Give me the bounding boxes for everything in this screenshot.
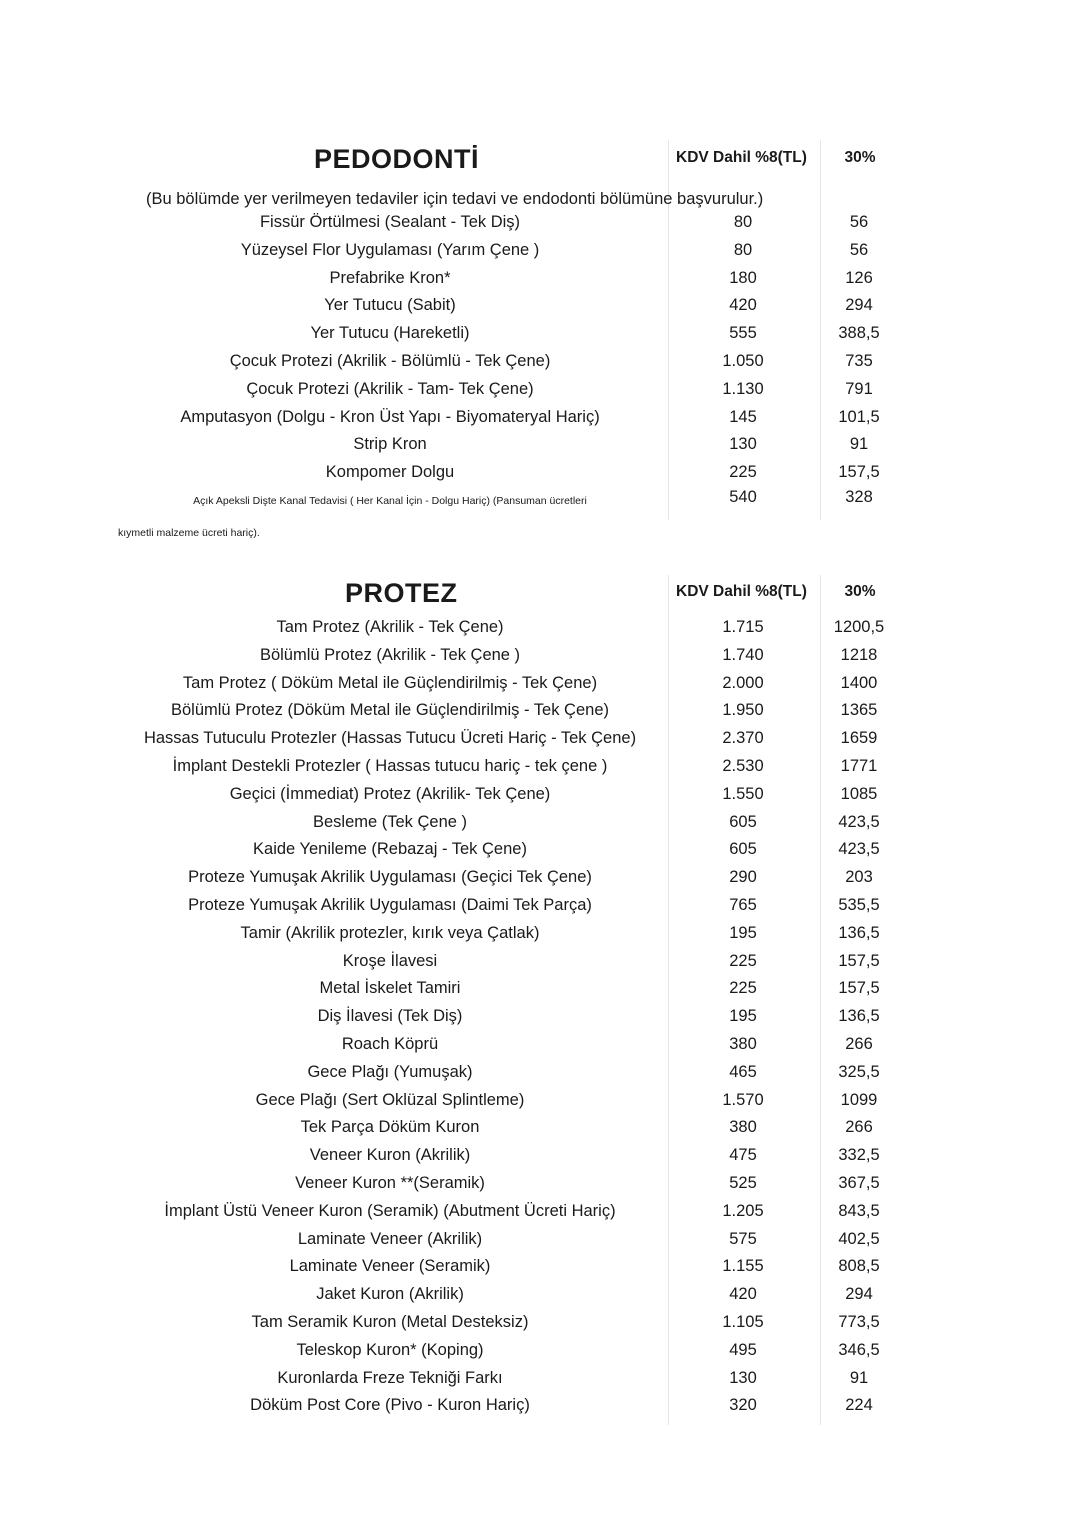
price-kdv: 80 [733, 213, 753, 231]
price-percent: 136,5 [838, 1007, 880, 1026]
price-percent: 266 [845, 1118, 873, 1137]
price-percent: 1365 [840, 701, 878, 720]
treatment-name: Veneer Kuron **(Seramik) [295, 1174, 485, 1192]
table-row [0, 352, 1080, 380]
price-kdv: 1.950 [722, 701, 764, 720]
treatment-name: Döküm Post Core (Pivo - Kuron Hariç) [250, 1396, 530, 1415]
price-percent: 136,5 [838, 923, 880, 942]
table-row [0, 674, 1080, 702]
price-percent: 157,5 [838, 463, 880, 482]
treatment-name: Çocuk Protezi (Akrilik - Bölümlü - Tek Çene) [229, 352, 551, 370]
price-percent: 157,5 [838, 979, 880, 998]
table-row [0, 1202, 1080, 1230]
treatment-name: Tek Parça Döküm Kuron [300, 1118, 480, 1137]
price-kdv: 1.155 [722, 1257, 764, 1276]
treatment-name: Strip Kron [353, 435, 427, 454]
treatment-name: Kompomer Dolgu [325, 463, 455, 482]
section-title: PROTEZ [345, 578, 458, 608]
price-percent: 56 [849, 240, 869, 259]
price-percent: 367,5 [838, 1174, 880, 1192]
price-percent: 843,5 [838, 1201, 880, 1220]
treatment-name: İmplant Destekli Protezler ( Hassas tutucu hariç - tek çene ) [172, 757, 608, 775]
kdv-column-header: KDV Dahil %8(TL) [676, 583, 807, 600]
table-row [0, 1063, 1080, 1091]
price-kdv: 1.130 [722, 379, 764, 398]
table-row [0, 1146, 1080, 1174]
price-percent: 157,5 [838, 951, 880, 970]
price-percent: 101,5 [838, 407, 880, 426]
table-row [0, 1230, 1080, 1258]
treatment-name: Bölümlü Protez (Döküm Metal ile Güçlendirilmiş - Tek Çene) [170, 701, 609, 720]
table-row [0, 408, 1080, 436]
table-row [0, 296, 1080, 324]
price-percent: 294 [845, 296, 873, 315]
treatment-name: Gece Plağı (Sert Oklüzal Splintleme) [255, 1090, 525, 1109]
price-percent: 1659 [840, 729, 878, 748]
table-row [0, 868, 1080, 896]
price-kdv: 180 [729, 268, 757, 287]
price-kdv: 2.370 [722, 729, 764, 748]
table-row [0, 1396, 1080, 1424]
table-row [0, 701, 1080, 729]
table-row [0, 1257, 1080, 1285]
table-row [0, 979, 1080, 1007]
table-row [0, 241, 1080, 269]
treatment-name: İmplant Üstü Veneer Kuron (Seramik) (Abutment Ücreti Hariç) [164, 1201, 616, 1220]
table-row [0, 1007, 1080, 1035]
price-kdv: 320 [729, 1396, 757, 1415]
treatment-name: Geçici (İmmediat) Protez (Akrilik- Tek Çene) [229, 784, 551, 803]
price-percent: 1099 [840, 1090, 878, 1109]
price-kdv: 2.530 [722, 757, 764, 775]
price-percent: 773,5 [838, 1313, 880, 1331]
price-kdv: 1.715 [722, 618, 764, 636]
treatment-name: Besleme (Tek Çene ) [312, 812, 468, 831]
treatment-name: Açık Apeksli Dişte Kanal Tedavisi ( Her Kanal İçin - Dolgu Hariç) (Pansuman ücretleri [193, 495, 587, 507]
price-kdv: 420 [729, 1285, 757, 1304]
table-row [0, 324, 1080, 352]
table-row [0, 952, 1080, 980]
treatment-name-continued: kıymetli malzeme ücreti hariç). [118, 527, 260, 539]
price-kdv: 495 [729, 1340, 757, 1359]
table-row [0, 1285, 1080, 1313]
price-percent: 346,5 [838, 1340, 880, 1359]
price-percent: 332,5 [838, 1146, 880, 1165]
section-note: (Bu bölümde yer verilmeyen tedaviler için tedavi ve endodonti bölümüne başvurulur.) [146, 190, 764, 208]
treatment-name: Tam Protez ( Döküm Metal ile Güçlendirilmiş - Tek Çene) [182, 673, 598, 692]
treatment-name: Kroşe İlavesi [342, 951, 438, 970]
treatment-name: Proteze Yumuşak Akrilik Uygulaması (Geçici Tek Çene) [188, 868, 592, 887]
treatment-name: Kaide Yenileme (Rebazaj - Tek Çene) [253, 840, 527, 859]
price-kdv: 195 [729, 923, 757, 942]
price-percent: 56 [849, 213, 869, 231]
price-percent: 1771 [840, 757, 878, 775]
table-row [0, 1118, 1080, 1146]
price-kdv: 1.050 [722, 352, 764, 370]
price-kdv: 380 [729, 1035, 757, 1053]
price-percent: 328 [845, 488, 873, 506]
treatment-name: Laminate Veneer (Seramik) [289, 1257, 491, 1276]
table-row [0, 729, 1080, 757]
table-row [0, 840, 1080, 868]
price-kdv: 1.740 [722, 645, 764, 664]
table-row [0, 896, 1080, 924]
treatment-name: Laminate Veneer (Akrilik) [297, 1229, 483, 1248]
treatment-name: Metal İskelet Tamiri [319, 979, 461, 998]
table-row [0, 618, 1080, 646]
price-kdv: 290 [729, 868, 757, 887]
treatment-name: Kuronlarda Freze Tekniği Farkı [277, 1368, 503, 1387]
table-row [0, 269, 1080, 297]
percent-column-header: 30% [844, 149, 876, 166]
price-kdv: 380 [729, 1118, 757, 1137]
table-row [0, 1174, 1080, 1202]
price-kdv: 225 [729, 951, 757, 970]
table-row [0, 813, 1080, 841]
table-row [0, 1091, 1080, 1119]
price-kdv: 225 [729, 979, 757, 998]
treatment-name: Bölümlü Protez (Akrilik - Tek Çene ) [259, 645, 521, 664]
price-kdv: 1.550 [722, 784, 764, 803]
table-row [0, 463, 1080, 491]
treatment-name: Roach Köprü [341, 1035, 439, 1053]
price-kdv: 605 [729, 840, 757, 859]
treatment-name: Proteze Yumuşak Akrilik Uygulaması (Daimi Tek Parça) [188, 896, 592, 914]
treatment-name: Tam Seramik Kuron (Metal Desteksiz) [251, 1313, 529, 1331]
price-kdv: 475 [729, 1146, 757, 1165]
treatment-name: Amputasyon (Dolgu - Kron Üst Yapı - Biyomateryal Hariç) [180, 407, 600, 426]
price-kdv: 145 [729, 407, 757, 426]
treatment-name: Hassas Tutuculu Protezler (Hassas Tutucu Ücreti Hariç - Tek Çene) [143, 729, 637, 748]
price-kdv: 1.105 [722, 1313, 764, 1331]
price-kdv: 195 [729, 1007, 757, 1026]
treatment-name: Jaket Kuron (Akrilik) [316, 1285, 464, 1304]
treatment-name: Yüzeysel Flor Uygulaması (Yarım Çene ) [240, 240, 540, 259]
price-kdv: 1.570 [722, 1090, 764, 1109]
price-kdv: 555 [729, 324, 757, 343]
section-title: PEDODONTİ [314, 144, 480, 174]
table-row [0, 757, 1080, 785]
price-kdv: 225 [729, 463, 757, 482]
kdv-column-header: KDV Dahil %8(TL) [676, 149, 807, 166]
table-row [0, 646, 1080, 674]
price-percent: 126 [845, 268, 873, 287]
price-percent: 203 [845, 868, 873, 887]
price-percent: 1218 [840, 645, 878, 664]
price-kdv: 2.000 [722, 673, 764, 692]
table-row [0, 1341, 1080, 1369]
price-percent: 91 [849, 435, 869, 454]
price-kdv: 130 [729, 435, 757, 454]
treatment-name: Tamir (Akrilik protezler, kırık veya Çatlak) [240, 923, 540, 942]
table-row [0, 1369, 1080, 1397]
price-percent: 294 [845, 1285, 873, 1304]
price-percent: 791 [845, 379, 873, 398]
treatment-name: Diş İlavesi (Tek Diş) [317, 1007, 463, 1026]
table-row [0, 435, 1080, 463]
price-kdv: 540 [729, 488, 757, 506]
price-kdv: 765 [729, 896, 757, 914]
treatment-name: Çocuk Protezi (Akrilik - Tam- Tek Çene) [246, 379, 534, 398]
price-percent: 1400 [840, 673, 878, 692]
price-percent: 808,5 [838, 1257, 880, 1276]
treatment-name: Tam Protez (Akrilik - Tek Çene) [276, 618, 504, 636]
table-row [0, 213, 1080, 241]
table-row [0, 1313, 1080, 1341]
price-kdv: 525 [729, 1174, 757, 1192]
price-percent: 1085 [840, 784, 878, 803]
price-percent: 423,5 [838, 840, 880, 859]
price-kdv: 465 [729, 1062, 757, 1081]
price-percent: 423,5 [838, 812, 880, 831]
treatment-name: Fissür Örtülmesi (Sealant - Tek Diş) [259, 213, 521, 231]
percent-column-header: 30% [844, 583, 876, 600]
treatment-name: Yer Tutucu (Sabit) [324, 296, 456, 315]
table-row [0, 785, 1080, 813]
price-percent: 535,5 [838, 896, 880, 914]
price-kdv: 130 [729, 1368, 757, 1387]
price-kdv: 80 [733, 240, 753, 259]
price-percent: 91 [849, 1368, 869, 1387]
price-kdv: 420 [729, 296, 757, 315]
price-percent: 388,5 [838, 324, 880, 343]
price-kdv: 605 [729, 812, 757, 831]
price-percent: 735 [845, 352, 873, 370]
price-percent: 224 [845, 1396, 873, 1415]
price-kdv: 575 [729, 1229, 757, 1248]
treatment-name: Teleskop Kuron* (Koping) [296, 1340, 484, 1359]
treatment-name: Prefabrike Kron* [329, 268, 451, 287]
price-percent: 1200,5 [833, 618, 885, 636]
price-percent: 402,5 [838, 1229, 880, 1248]
price-kdv: 1.205 [722, 1201, 764, 1220]
price-percent: 325,5 [838, 1062, 880, 1081]
treatment-name: Veneer Kuron (Akrilik) [309, 1146, 471, 1165]
treatment-name: Gece Plağı (Yumuşak) [307, 1062, 473, 1081]
price-percent: 266 [845, 1035, 873, 1053]
table-row [0, 924, 1080, 952]
table-row [0, 380, 1080, 408]
table-row [0, 488, 1080, 516]
treatment-name: Yer Tutucu (Hareketli) [310, 324, 470, 343]
table-row [0, 1035, 1080, 1063]
